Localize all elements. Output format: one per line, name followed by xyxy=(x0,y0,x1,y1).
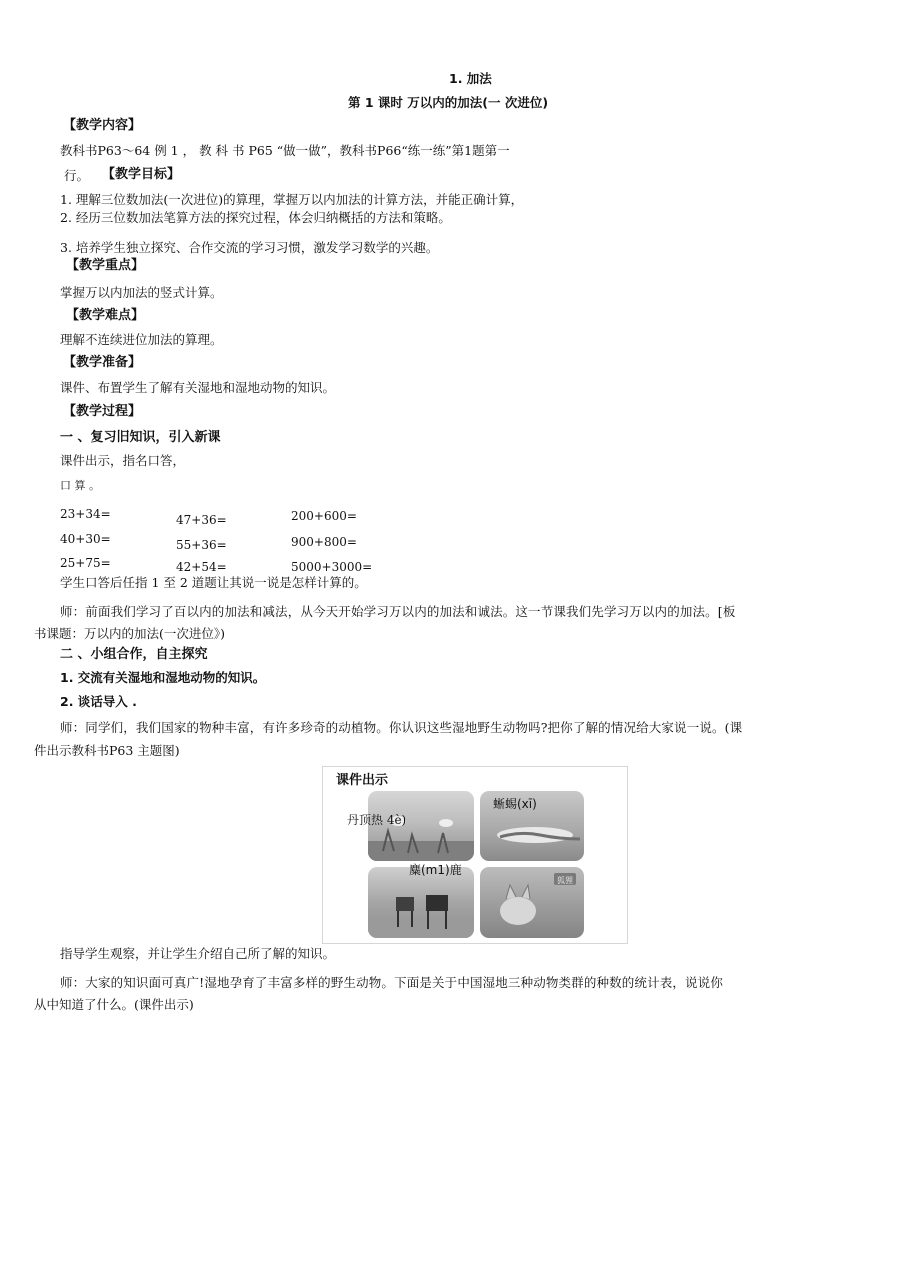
fox-photo xyxy=(480,867,584,938)
key-heading: 【教学重点】 xyxy=(66,258,145,273)
fox-illustration xyxy=(480,867,584,938)
calc-item: 55+36= xyxy=(176,538,227,552)
calc-item: 900+800= xyxy=(291,535,357,549)
fox-tag-text: 狐狸 xyxy=(557,876,573,885)
calc-item: 25+75= xyxy=(60,556,111,570)
teacher-paragraph-1: 师：前面我们学习了百以内的加法和减法，从今天开始学习万以内的加法和诚法。这一节课我们先学习万以内的加法。[板 xyxy=(60,604,736,619)
key-text: 掌握万以内加法的竖式计算。 xyxy=(60,285,223,300)
goal-2: 2. 经历三位数加法笔算方法的探究过程，体会归纳概括的方法和策略。 xyxy=(60,210,451,225)
page-title: 1. 加法 xyxy=(449,71,492,86)
prep-text: 课件、布置学生了解有关湿地和湿地动物的知识。 xyxy=(60,380,336,395)
step2-heading: 二 、小组合作，自主探究 xyxy=(60,647,208,662)
teacher-paragraph-1-cont: 书课题：万以内的加法(一次进位》) xyxy=(34,626,226,641)
crane-label: 丹顶热 4è) xyxy=(347,813,407,827)
after-calc-text: 学生口答后任指 1 至 2 道题让其说一说是怎样计算的。 xyxy=(60,575,367,590)
figure-title: 课件出示 xyxy=(336,773,389,788)
sub-step-1: 1. 交流有关湿地和湿地动物的知识。 xyxy=(60,670,266,685)
content-heading: 【教学内容】 xyxy=(63,118,142,133)
teacher-paragraph-3-cont: 从中知道了什么。(课件出示) xyxy=(34,997,194,1012)
process-heading: 【教学过程】 xyxy=(63,404,142,419)
lesson-title: 第 1 课时 万以内的加法(一 次进位) xyxy=(348,95,549,110)
difficulty-text: 理解不连续进位加法的算理。 xyxy=(60,332,223,347)
step1-heading: 一 、复习旧知识，引入新课 xyxy=(60,430,221,445)
calc-item: 47+36= xyxy=(176,513,227,527)
theme-figure xyxy=(322,766,628,944)
prep-heading: 【教学准备】 xyxy=(63,355,142,370)
step1-text: 课件出示，指名口答， xyxy=(60,453,186,468)
teacher-paragraph-2: 师：同学们，我们国家的物种丰富，有许多珍奇的动植物。你认识这些湿地野生动物吗?把你了解的情况给大家说一说。(课 xyxy=(60,720,743,735)
lizard-label: 蜥蜴(xī) xyxy=(493,797,537,811)
teacher-paragraph-3: 师：大家的知识面可真广!湿地孕育了丰富多样的野生动物。下面是关于中国湿地三种动物类群的种数的统计表，说说你 xyxy=(60,975,723,990)
calc-item: 200+600= xyxy=(291,509,357,523)
deer-label: 麋(m1)鹿 xyxy=(409,863,462,877)
goal-3: 3. 培养学生独立探究、合作交流的学习习惯，激发学习数学的兴趣。 xyxy=(60,240,439,255)
oral-label: 口 算 。 xyxy=(60,479,100,492)
goal-1: 1. 理解三位数加法(一次进位)的算理，掌握万以内加法的计算方法，并能正确计算， xyxy=(60,192,524,207)
guide-text: 指导学生观察，并让学生介绍自己所了解的知识。 xyxy=(60,946,336,961)
teacher-paragraph-2-cont: 件出示教科书P63 主题图) xyxy=(34,743,180,758)
content-text-cont: 行。 xyxy=(64,168,90,183)
calc-item: 23+34= xyxy=(60,507,111,521)
calc-item: 40+30= xyxy=(60,532,111,546)
difficulty-heading: 【教学难点】 xyxy=(66,308,145,323)
calc-item: 5000+3000= xyxy=(291,560,373,574)
goals-heading: 【教学目标】 xyxy=(102,167,181,182)
sub-step-2: 2. 谈话导入 . xyxy=(60,694,137,709)
calc-item: 42+54= xyxy=(176,560,227,574)
content-text: 教科书P63～64 例 1 ， 教 科 书 P65 “做一做”，教科书P66“练一练”第1题第一 xyxy=(60,143,510,158)
